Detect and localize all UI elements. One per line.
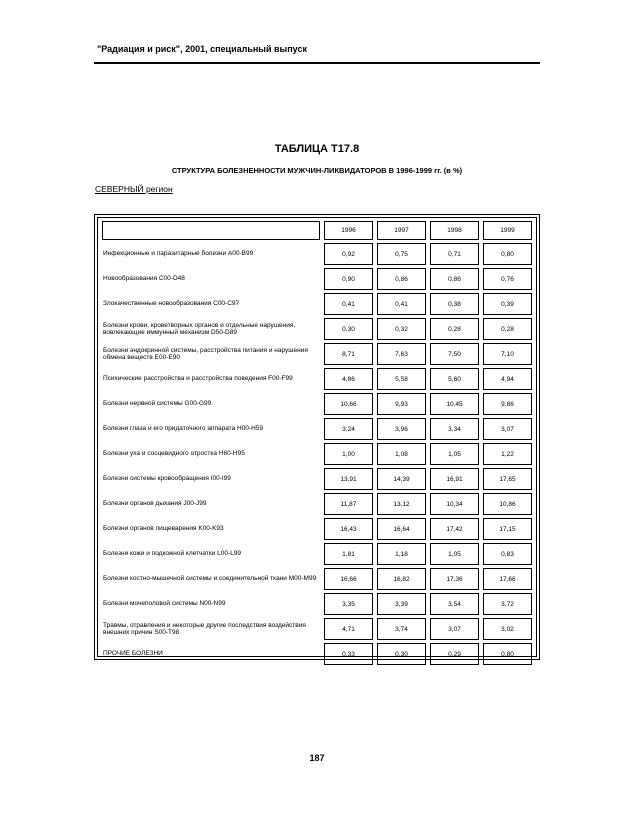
- value-cell: 0,30: [324, 318, 373, 340]
- value-cell: 8,71: [324, 343, 373, 365]
- value-cell: 16,82: [377, 568, 426, 590]
- table-row: [102, 493, 532, 515]
- value-cell: 17,65: [483, 468, 532, 490]
- table-row: [102, 593, 532, 615]
- row-label: Злокачественные новообразования C00-C97: [103, 300, 240, 308]
- value-cell: 5,60: [430, 368, 479, 390]
- value-cell: 11,87: [324, 493, 373, 515]
- year-header: 1998: [430, 221, 479, 240]
- value-cell: 9,93: [377, 393, 426, 415]
- table-row: [102, 393, 532, 415]
- table-row: [102, 618, 532, 640]
- morbidity-table: [98, 218, 536, 668]
- value-cell: 1,22: [483, 443, 532, 465]
- table-title: ТАБЛИЦА Т17.8: [274, 143, 360, 155]
- table-row: [102, 443, 532, 465]
- row-label: Новообразования C00-D48: [103, 275, 185, 283]
- value-cell: 1,05: [430, 543, 479, 565]
- value-cell: 17,66: [483, 568, 532, 590]
- value-cell: 3,39: [377, 593, 426, 615]
- value-cell: 17,42: [430, 518, 479, 540]
- value-cell: 3,34: [430, 418, 479, 440]
- row-label: Психические расстройства и расстройства поведения F00-F99: [103, 375, 293, 383]
- row-label: Инфекционные и паразитарные болезни A00-B99: [103, 250, 254, 258]
- table-row: [102, 418, 532, 440]
- value-cell: 0,92: [324, 243, 373, 265]
- year-header: 1997: [377, 221, 426, 240]
- table-row: [102, 368, 532, 390]
- value-cell: 1,81: [324, 543, 373, 565]
- value-cell: 13,91: [324, 468, 373, 490]
- value-cell: 0,41: [324, 293, 373, 315]
- value-cell: 10,86: [483, 493, 532, 515]
- row-label: Болезни уха и сосцевидного отростка H60-H95: [103, 450, 245, 458]
- table-frame: [94, 214, 540, 660]
- region-label: СЕВЕРНЫЙ регион: [95, 184, 173, 194]
- table-row: [102, 643, 532, 665]
- value-cell: 1,05: [430, 443, 479, 465]
- value-cell: 14,39: [377, 468, 426, 490]
- row-label: Травмы, отравления и некоторые другие последствия воздействия внешних причин S00-T98: [103, 621, 306, 636]
- year-header: 1999: [483, 221, 532, 240]
- value-cell: 0,86: [377, 268, 426, 290]
- value-cell: 0,75: [377, 243, 426, 265]
- table-row: [102, 343, 532, 365]
- value-cell: 1,18: [377, 543, 426, 565]
- value-cell: 16,66: [324, 568, 373, 590]
- value-cell: 3,35: [324, 593, 373, 615]
- value-cell: 7,10: [483, 343, 532, 365]
- table-subtitle: СТРУКТУРА БОЛЕЗНЕННОСТИ МУЖЧИН-ЛИКВИДАТОРОВ В 1996-1999 гг. (в %): [171, 166, 463, 175]
- value-cell: 17,15: [483, 518, 532, 540]
- row-label: Болезни кожи и подкожной клетчатки L00-L99: [103, 550, 241, 558]
- value-cell: 16,64: [377, 518, 426, 540]
- table-row: [102, 243, 532, 265]
- table-row: [102, 268, 532, 290]
- row-label: ПРОЧИЕ БОЛЕЗНИ: [103, 650, 163, 658]
- value-cell: 10,34: [430, 493, 479, 515]
- value-cell: 3,02: [483, 618, 532, 640]
- value-cell: 3,54: [430, 593, 479, 615]
- value-cell: 0,28: [483, 318, 532, 340]
- header-rule: [94, 62, 540, 64]
- value-cell: 0,90: [324, 268, 373, 290]
- row-label: Болезни эндокринной системы, расстройства питания и нарушения обмена веществ E00-E90: [103, 346, 308, 361]
- value-cell: 0,76: [483, 268, 532, 290]
- value-cell: 7,63: [377, 343, 426, 365]
- row-label: Болезни крови, кроветворных органов и отдельные нарушения, вовлекающие иммунный механизм D50-D89: [103, 321, 296, 336]
- value-cell: 4,71: [324, 618, 373, 640]
- value-cell: 0,83: [483, 543, 532, 565]
- value-cell: 0,29: [430, 643, 479, 665]
- row-label: Болезни органов дыхания J00-J99: [103, 500, 207, 508]
- value-cell: 3,72: [483, 593, 532, 615]
- year-header: 1996: [324, 221, 373, 240]
- value-cell: 17,36: [430, 568, 479, 590]
- value-cell: 3,24: [324, 418, 373, 440]
- table-row: [102, 543, 532, 565]
- value-cell: 16,91: [430, 468, 479, 490]
- value-cell: 0,80: [483, 243, 532, 265]
- table-row: [102, 468, 532, 490]
- header-label-cell: [102, 221, 320, 240]
- value-cell: 10,45: [430, 393, 479, 415]
- value-cell: 0,28: [430, 318, 479, 340]
- row-label: Болезни костно-мышечной системы и соединительной ткани M00-M99: [103, 575, 317, 583]
- value-cell: 3,07: [430, 618, 479, 640]
- row-label: Болезни системы кровообращения I00-I99: [103, 475, 231, 483]
- value-cell: 4,94: [483, 368, 532, 390]
- table-row: [102, 293, 532, 315]
- value-cell: 0,41: [377, 293, 426, 315]
- value-cell: 7,50: [430, 343, 479, 365]
- page-number: 187: [309, 753, 325, 763]
- value-cell: 16,43: [324, 518, 373, 540]
- row-label: Болезни нервной системы G00-G99: [103, 400, 212, 408]
- table-row: [102, 568, 532, 590]
- value-cell: 4,86: [324, 368, 373, 390]
- value-cell: 9,86: [483, 393, 532, 415]
- value-cell: 13,12: [377, 493, 426, 515]
- value-cell: 0,33: [324, 643, 373, 665]
- table-row: [102, 318, 532, 340]
- row-label: Болезни глаза и его придаточного аппарата H00-H59: [103, 425, 264, 433]
- value-cell: 0,38: [430, 293, 479, 315]
- value-cell: 3,07: [483, 418, 532, 440]
- running-header: "Радиация и риск", 2001, специальный выпуск: [97, 44, 307, 54]
- row-label: Болезни органов пищеварения K00-K93: [103, 525, 224, 533]
- value-cell: 3,74: [377, 618, 426, 640]
- value-cell: 1,00: [324, 443, 373, 465]
- table-row: [102, 518, 532, 540]
- value-cell: 0,39: [483, 293, 532, 315]
- value-cell: 0,80: [483, 643, 532, 665]
- value-cell: 5,58: [377, 368, 426, 390]
- table-header-row: [102, 221, 532, 240]
- value-cell: 0,71: [430, 243, 479, 265]
- value-cell: 0,30: [377, 643, 426, 665]
- row-label: Болезни мочеполовой системы N00-N99: [103, 600, 226, 608]
- table-inner-frame: [97, 217, 537, 657]
- value-cell: 0,32: [377, 318, 426, 340]
- value-cell: 0,86: [430, 268, 479, 290]
- value-cell: 10,66: [324, 393, 373, 415]
- value-cell: 1,08: [377, 443, 426, 465]
- value-cell: 3,96: [377, 418, 426, 440]
